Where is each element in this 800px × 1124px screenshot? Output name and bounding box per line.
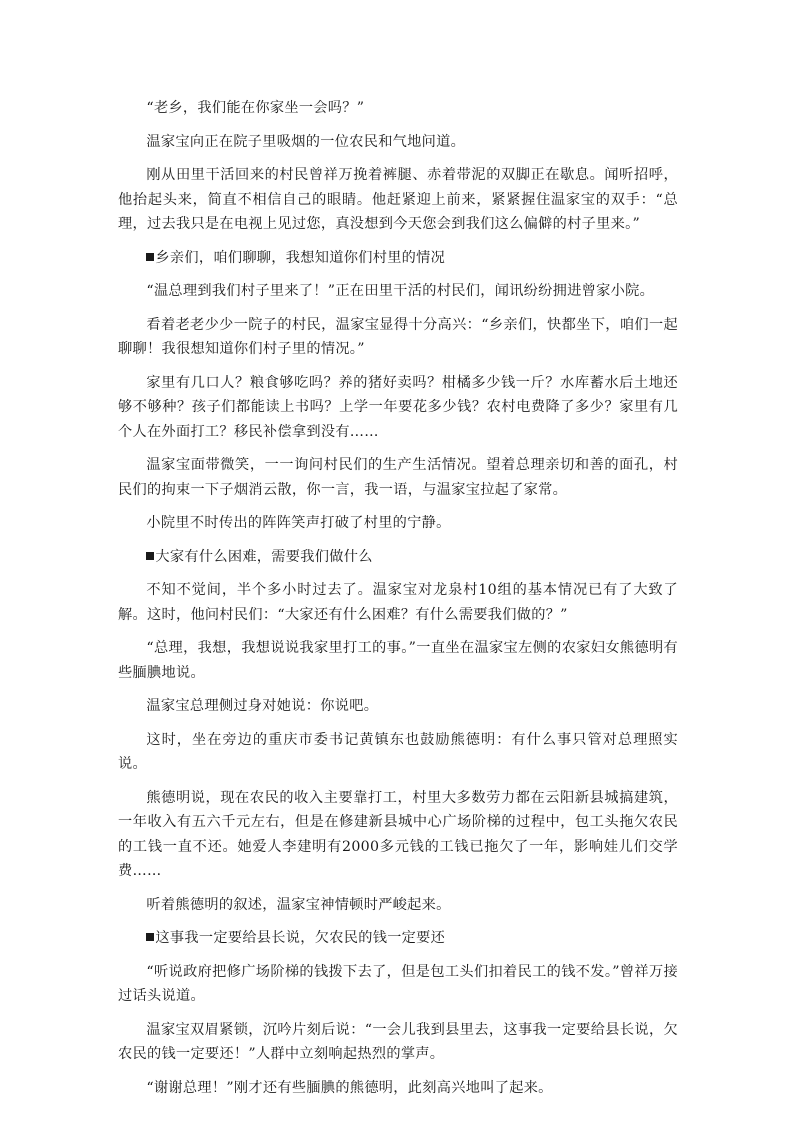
paragraph: 看着老老少少一院子的村民，温家宝显得十分高兴：“乡亲们，快都坐下，咱们一起聊聊！我很想知道你们村子里的情况。” <box>118 316 678 357</box>
paragraph: 温家宝面带微笑，一一询问村民们的生产生活情况。望着总理亲切和善的面孔，村民们的拘束一下子烟消云散，你一言，我一语，与温家宝拉起了家常。 <box>118 457 678 498</box>
paragraph: “老乡，我们能在你家坐一会吗？” <box>146 100 365 116</box>
section-heading <box>118 926 678 951</box>
article-body <box>118 96 678 1109</box>
section-heading-text: 乡亲们，咱们聊聊，我想知道你们村里的情况 <box>155 249 446 266</box>
section-heading-text: 大家有什么困难，需要我们做什么 <box>155 548 373 565</box>
square-bullet-icon <box>146 253 154 261</box>
paragraph: 温家宝双眉紧锁，沉吟片刻后说：“一会儿我到县里去，这事我一定要给县长说，欠农民的钱一定要还！”人群中立刻响起热烈的掌声。 <box>118 1021 678 1062</box>
paragraph: 家里有几口人？粮食够吃吗？养的猪好卖吗？柑橘多少钱一斤？水库蓄水后土地还够不够种？孩子们都能读上书吗？上学一年要花多少钱？农村电费降了多少？家里有几个人在外面打工？移民补偿拿到没有…… <box>118 374 678 440</box>
square-bullet-icon <box>146 933 154 941</box>
section-heading-text: 这事我一定要给县长说，欠农民的钱一定要还 <box>155 930 446 946</box>
paragraph: 温家宝总理侧过身对她说：你说吧。 <box>146 698 379 714</box>
paragraph: “听说政府把修广场阶梯的钱拨下去了，但是包工头们扣着民工的钱不发。”曾祥万接过话头说道。 <box>118 963 678 1004</box>
paragraph: 这时，坐在旁边的重庆市委书记黄镇东也鼓励熊德明：有什么事只管对总理照实说。 <box>118 731 678 772</box>
paragraph: 温家宝向正在院子里吸烟的一位农民和气地问道。 <box>146 133 466 150</box>
section-heading <box>118 545 678 570</box>
square-bullet-icon <box>146 552 154 560</box>
paragraph: 刚从田里干活回来的村民曾祥万挽着裤腿、赤着带泥的双脚正在歇息。闻听招呼，他抬起头来，简直不相信自己的眼睛。他赶紧迎上前来，紧紧握住温家宝的双手：“总理，过去我只是在电视上见过您，真没想到今天您会到我们这么偏僻的村子里来。” <box>118 167 678 232</box>
section-heading <box>118 246 678 271</box>
paragraph: 小院里不时传出的阵阵笑声打破了村里的宁静。 <box>146 515 451 531</box>
paragraph: 听着熊德明的叙述，温家宝神情顿时严峻起来。 <box>146 896 451 913</box>
paragraph: “总理，我想，我想说说我家里打工的事。”一直坐在温家宝左侧的农家妇女熊德明有些腼腆地说。 <box>118 640 678 681</box>
paragraph: “谢谢总理！”刚才还有些腼腆的熊德明，此刻高兴地叫了起来。 <box>146 1079 553 1096</box>
paragraph: 熊德明说，现在农民的收入主要靠打工，村里大多数劳力都在云阳新县城搞建筑，一年收入有五六千元左右，但是在修建新县城中心广场阶梯的过程中，包工头拖欠农民的工钱一直不还。她爱人李建明有2000多元钱的工钱已拖欠了一年，影响娃儿们交学费…… <box>118 789 678 879</box>
paragraph: “温总理到我们村子里来了！”正在田里干活的村民们，闻讯纷纷拥进曾家小院。 <box>146 283 655 299</box>
paragraph: 不知不觉间，半个多小时过去了。温家宝对龙泉村10组的基本情况已有了大致了解。这时，他问村民们：“大家还有什么困难？有什么需要我们做的？” <box>118 582 678 623</box>
